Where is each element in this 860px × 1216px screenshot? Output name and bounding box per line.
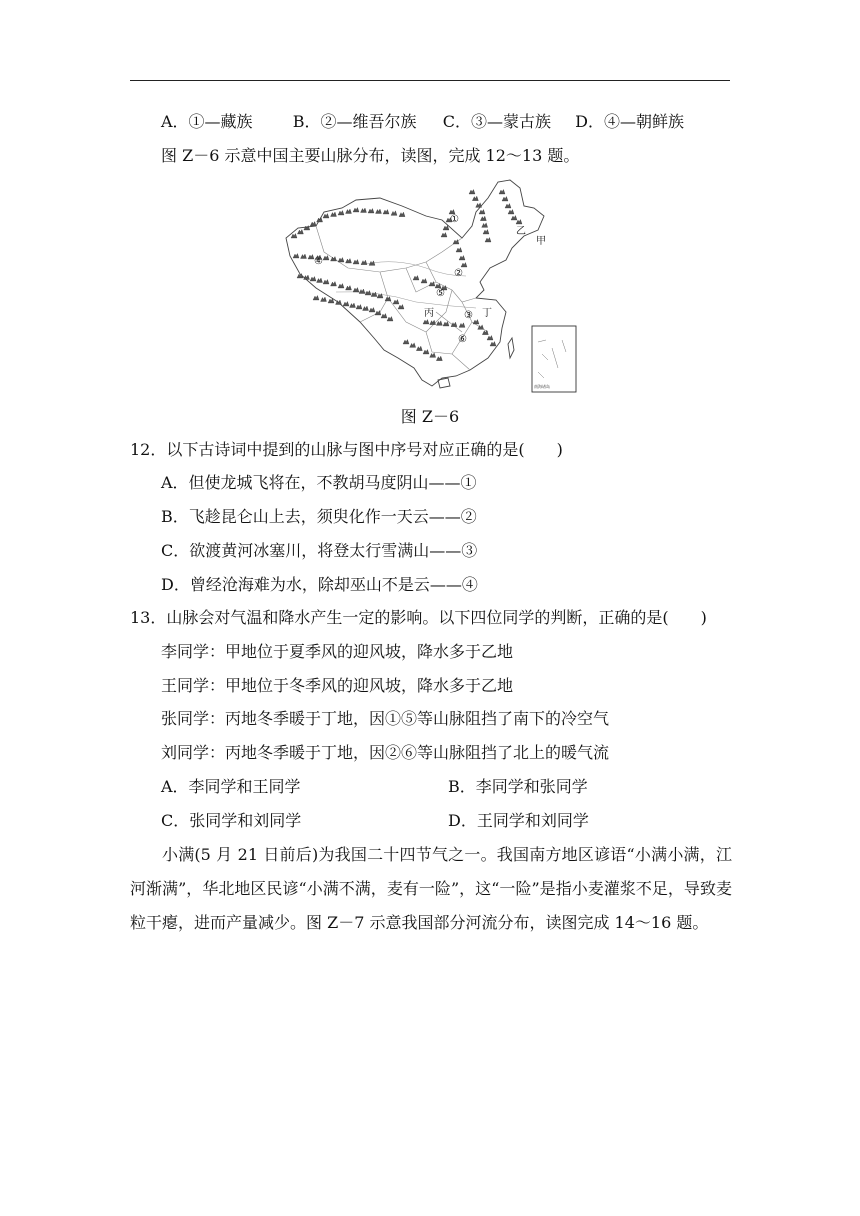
mountain-symbol bbox=[301, 254, 307, 259]
mountain-symbol bbox=[323, 214, 329, 219]
label-2: ② bbox=[454, 268, 463, 279]
mountain-symbol bbox=[356, 305, 362, 310]
mountain-symbol bbox=[375, 311, 381, 316]
option-d[interactable]: D．④—朝鲜族 bbox=[575, 112, 684, 131]
q13-statement-li: 李同学：甲地位于夏季风的迎风坡，降水多于乙地 bbox=[161, 642, 514, 661]
hainan bbox=[438, 378, 450, 388]
mountain-symbol bbox=[482, 330, 488, 335]
mountain-symbol bbox=[485, 238, 491, 243]
label-3: ③ bbox=[464, 310, 473, 321]
mountain-symbol bbox=[304, 275, 310, 280]
mountain-symbols bbox=[291, 190, 522, 361]
mountain-symbol bbox=[505, 204, 511, 209]
q13-statement-zhang: 张同学：丙地冬季暖于丁地，因①⑤等山脉阻挡了南下的冷空气 bbox=[161, 709, 610, 728]
mountain-symbol bbox=[416, 346, 422, 351]
mountain-symbol bbox=[346, 209, 352, 214]
mountain-symbol bbox=[310, 277, 316, 282]
mountain-symbol bbox=[403, 340, 409, 345]
mountain-symbol bbox=[461, 263, 467, 268]
header-rule bbox=[130, 80, 730, 81]
mountain-symbol bbox=[387, 317, 393, 322]
mountain-symbol bbox=[443, 226, 449, 231]
mountain-symbol bbox=[472, 196, 478, 201]
china-mountains-map bbox=[276, 172, 588, 396]
mountain-symbol bbox=[304, 226, 310, 231]
mountain-symbol bbox=[331, 212, 337, 217]
mountain-symbol bbox=[323, 280, 329, 285]
mountain-symbol bbox=[393, 300, 399, 305]
label-jia: 甲 bbox=[536, 236, 546, 247]
inset-label: 南海诸岛 bbox=[534, 384, 550, 389]
mountain-symbol bbox=[456, 248, 462, 253]
mountain-symbol bbox=[383, 210, 389, 215]
mountain-symbol bbox=[317, 278, 323, 283]
taiwan bbox=[508, 338, 514, 358]
mountain-symbol bbox=[313, 296, 319, 301]
mountain-symbol bbox=[323, 256, 329, 261]
mountain-symbol bbox=[353, 208, 359, 213]
mountain-symbol bbox=[480, 216, 486, 221]
mountain-symbol bbox=[338, 211, 344, 216]
mountain-symbol bbox=[423, 350, 429, 355]
mountain-symbol bbox=[436, 321, 442, 326]
mountain-symbol bbox=[291, 234, 297, 239]
mountain-symbol bbox=[359, 289, 365, 294]
q13-option-a[interactable]: A．李同学和王同学 bbox=[161, 777, 301, 796]
mountain-symbol bbox=[398, 305, 404, 310]
q13-option-d[interactable]: D．王同学和刘同学 bbox=[448, 811, 589, 830]
mountain-symbol bbox=[346, 286, 352, 291]
label-4: ④ bbox=[314, 256, 323, 267]
mountain-symbol bbox=[293, 254, 299, 259]
mountain-symbol bbox=[476, 203, 482, 208]
mountain-symbol bbox=[423, 320, 429, 325]
q13-option-c[interactable]: C．张同学和刘同学 bbox=[161, 811, 302, 830]
mountain-symbol bbox=[399, 212, 405, 217]
mountain-symbol bbox=[482, 223, 488, 228]
mountain-symbol bbox=[371, 292, 377, 297]
q13-statement-liu: 刘同学：丙地冬季暖于丁地，因②⑥等山脉阻挡了北上的暖气流 bbox=[161, 743, 610, 762]
mountain-symbol bbox=[499, 190, 505, 195]
mountain-symbol bbox=[346, 259, 352, 264]
intro-14-16: 小满(5 月 21 日前后)为我国二十四节气之一。我国南方地区谚语“小满小满，江河渐满”，华北地区民谚“小满不满，麦有一险”，这“一险”是指小麦灌浆不足，导致麦粒干瘪，进而产量减少。图 Z－7 示意我国部分河流分布，读图完成 14～16 题。 bbox=[130, 845, 732, 932]
mountain-symbol bbox=[361, 208, 367, 213]
south-sea-inset bbox=[532, 326, 576, 392]
label-bing: 丙 bbox=[424, 308, 434, 319]
mountain-symbol bbox=[421, 279, 427, 284]
mountain-symbol bbox=[410, 343, 416, 348]
mountain-symbol bbox=[511, 216, 517, 221]
mountain-symbol bbox=[487, 336, 493, 341]
mountain-symbol bbox=[490, 342, 496, 347]
mountain-symbol bbox=[353, 288, 359, 293]
mountain-symbol bbox=[459, 323, 465, 328]
label-6: ⑥ bbox=[458, 334, 467, 345]
mountain-symbol bbox=[443, 322, 449, 327]
mountain-symbol bbox=[429, 282, 435, 287]
q12-option-a[interactable]: A．但使龙城飞将在，不教胡马度阴山——① bbox=[161, 473, 477, 492]
mountain-symbol bbox=[508, 210, 514, 215]
mountain-symbol bbox=[368, 209, 374, 214]
mountain-symbol bbox=[478, 325, 484, 330]
q12-stem: 12．以下古诗词中提到的山脉与图中序号对应正确的是( ) bbox=[130, 440, 563, 459]
mountain-symbol bbox=[317, 218, 323, 223]
mountain-symbol bbox=[483, 230, 489, 235]
mountain-symbol bbox=[365, 291, 371, 296]
mountain-symbol bbox=[441, 233, 447, 238]
intro-12-13: 图 Z－6 示意中国主要山脉分布，读图，完成 12～13 题。 bbox=[161, 146, 580, 165]
mountain-symbol bbox=[338, 258, 344, 263]
label-yi: 乙 bbox=[516, 226, 526, 237]
mountain-symbol bbox=[436, 356, 442, 361]
mountain-symbol bbox=[350, 303, 356, 308]
mountain-symbol bbox=[343, 302, 349, 307]
q12-option-c[interactable]: C．欲渡黄河冰塞川，将登太行雪满山——③ bbox=[161, 541, 478, 560]
mountain-symbol bbox=[473, 320, 479, 325]
q13-statement-wang: 王同学：甲地位于冬季风的迎风坡，降水多于乙地 bbox=[161, 676, 514, 695]
mountain-symbol bbox=[430, 320, 436, 325]
option-a[interactable]: A．①—藏族 bbox=[161, 112, 253, 131]
mountain-symbol bbox=[381, 314, 387, 319]
mountain-symbol bbox=[310, 222, 316, 227]
q13-stem: 13．山脉会对气温和降水产生一定的影响。以下四位同学的判断，正确的是( ) bbox=[130, 608, 707, 627]
mountain-symbol bbox=[413, 276, 419, 281]
mountain-symbol bbox=[430, 353, 436, 358]
mountain-symbol bbox=[338, 284, 344, 289]
label-1: ① bbox=[450, 214, 459, 225]
mountain-symbol bbox=[391, 211, 397, 216]
mountain-symbol bbox=[353, 260, 359, 265]
mountain-symbol bbox=[469, 190, 475, 195]
mountain-symbol bbox=[363, 306, 369, 311]
mountain-symbol bbox=[502, 197, 508, 202]
mountain-symbol bbox=[453, 240, 459, 245]
mountain-symbol bbox=[369, 308, 375, 313]
figure-caption: 图 Z－6 bbox=[400, 407, 460, 426]
mountain-symbol bbox=[361, 260, 367, 265]
mountain-symbol bbox=[459, 256, 465, 261]
q13-option-b[interactable]: B．李同学和张同学 bbox=[448, 777, 588, 796]
mountain-symbol bbox=[331, 282, 337, 287]
label-ding: 丁 bbox=[482, 308, 492, 319]
mountain-symbol bbox=[516, 220, 522, 225]
q12-option-b[interactable]: B．飞趁昆仑山上去，须臾化作一天云——② bbox=[161, 507, 477, 526]
mountain-symbol bbox=[297, 230, 303, 235]
q12-option-d[interactable]: D．曾经沧海难为水，除却巫山不是云——④ bbox=[161, 575, 478, 594]
option-b[interactable]: B．②—维吾尔族 bbox=[292, 112, 417, 131]
label-5: ⑤ bbox=[436, 288, 445, 299]
option-c[interactable]: C．③—蒙古族 bbox=[442, 112, 551, 131]
mountain-symbol bbox=[479, 210, 485, 215]
prev-options-row bbox=[161, 112, 684, 132]
mountain-symbol bbox=[376, 209, 382, 214]
mountain-symbol bbox=[321, 297, 327, 302]
